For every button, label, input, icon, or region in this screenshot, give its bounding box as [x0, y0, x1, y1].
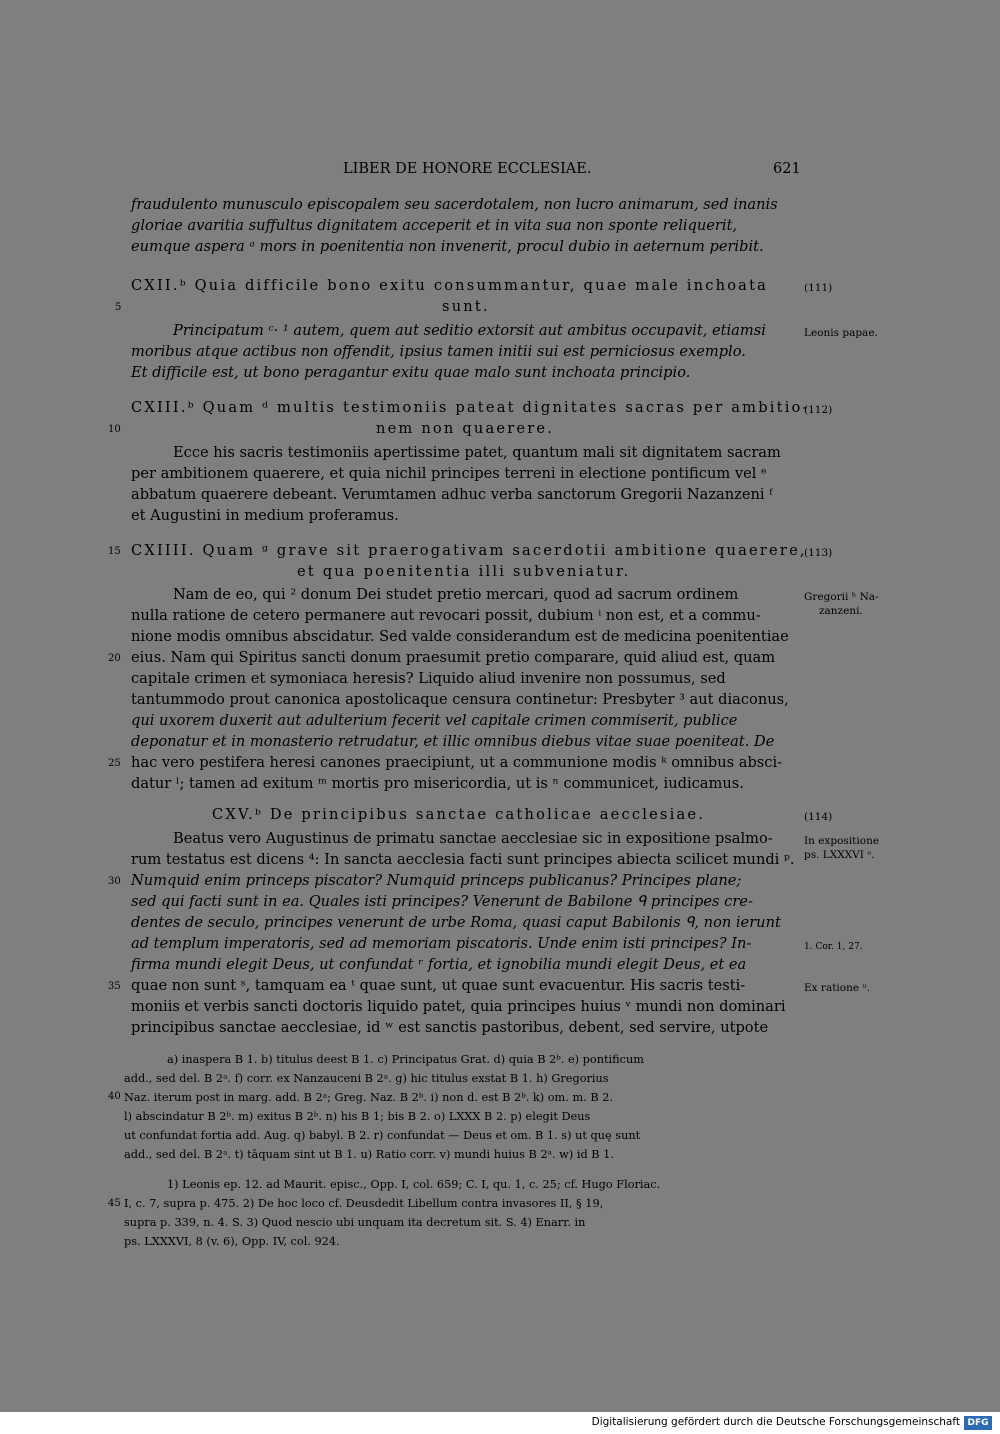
text-line: Nam de eo, qui ² donum Dei studet pretio mercari, quod ad sacrum ordinem — [173, 586, 739, 603]
chapter-heading: sunt. — [442, 298, 490, 315]
chapter-reference: (113) — [804, 547, 833, 559]
funding-footer — [0, 1412, 1000, 1434]
marginal-note: ps. LXXXVI ᵒ. — [804, 849, 875, 861]
text-line: rum testatus est dicens ⁴: In sancta aecclesia facti sunt principes abiecta scilicet mundi ᵖ. — [131, 851, 795, 868]
line-number: 35 — [108, 981, 121, 992]
apparatus-line: add., sed del. B 2ᵃ. f) corr. ex Nanzauceni B 2ᵃ. g) hic titulus exstat B 1. h) Gregorius — [124, 1072, 609, 1085]
chapter-reference: (111) — [804, 282, 833, 294]
chapter-reference: (114) — [804, 811, 833, 823]
chapter-heading: CXIIII. Quam ᵍ grave sit praerogativam sacerdotii ambitione quaerere, — [131, 542, 807, 559]
apparatus-line: add., sed del. B 2ᵃ. t) tāquam sint ut B 1. u) Ratio corr. v) mundi huius B 2ᵃ. w) id B 1. — [124, 1148, 614, 1161]
text-line: qui uxorem duxerit aut adulterium fecerit vel capitale crimen commiserit, publice — [131, 712, 738, 729]
chapter-reference: (112) — [804, 404, 833, 416]
text-line: abbatum quaerere debeant. Verumtamen adhuc verba sanctorum Gregorii Nazanzeni ᶠ — [131, 486, 773, 503]
marginal-note: 1. Cor. 1, 27. — [804, 942, 863, 952]
chapter-heading: et qua poenitentia illi subveniatur. — [297, 563, 631, 580]
text-line: dentes de seculo, principes venerunt de urbe Roma, quasi caput Babilonis ᑫ, non ierunt — [131, 914, 781, 931]
text-line: Numquid enim princeps piscator? Numquid princeps publicanus? Principes plane; — [131, 872, 742, 889]
marginal-note: Leonis papae. — [804, 327, 878, 339]
apparatus-line: ut confundat fortia add. Aug. q) babyl. B 2. r) confundat — Deus et om. B 1. s) ut quę sunt — [124, 1129, 641, 1142]
text-line: Ecce his sacris testimoniis apertissime patet, quantum mali sit dignitatem sacram — [173, 444, 781, 461]
footnote-line: I, c. 7, supra p. 475. 2) De hoc loco cf. Deusdedit Libellum contra invasores II, § 19, — [124, 1197, 604, 1210]
chapter-heading: CXIII.ᵇ Quam ᵈ multis testimoniis pateat dignitates sacras per ambitio- — [131, 399, 810, 416]
text-line: moniis et verbis sancti doctoris liquido patet, quia principes huius ᵛ mundi non dominari — [131, 998, 786, 1015]
text-line: firma mundi elegit Deus, ut confundat ʳ fortia, et ignobilia mundi elegit Deus, et ea — [131, 956, 747, 973]
text-line: nione modis omnibus abscidatur. Sed valde considerandum est de medicina poenitentiae — [131, 628, 789, 645]
text-line: capitale crimen et symoniaca heresis? Liquido aliud invenire non possumus, sed — [131, 670, 726, 687]
text-line: et Augustini in medium proferamus. — [131, 507, 399, 524]
apparatus-line: l) abscindatur B 2ᵇ. m) exitus B 2ᵇ. n) his B 1; bis B 2. o) LXXX B 2. p) elegit Deus — [124, 1110, 591, 1123]
line-number: 45 — [108, 1198, 121, 1209]
text-line: hac vero pestifera heresi canones praecipiunt, ut a communione modis ᵏ omnibus absci- — [131, 754, 783, 771]
marginal-note: In expositione — [804, 835, 880, 847]
marginal-note: Gregorii ʰ Na- — [804, 591, 879, 603]
chapter-heading: CXV.ᵇ De principibus sanctae catholicae aecclesiae. — [212, 806, 706, 823]
text-line: datur ˡ; tamen ad exitum ᵐ mortis pro misericordia, ut is ⁿ communicet, iudicamus. — [131, 775, 744, 792]
text-line: gloriae avaritia suffultus dignitatem acceperit et in vita sua non sponte reliquerit, — [131, 217, 738, 234]
line-number: 25 — [108, 758, 121, 769]
marginal-note: zanzeni. — [819, 605, 863, 617]
funding-notice: Digitalisierung gefördert durch die Deutsche Forschungsgemeinschaft — [591, 1416, 960, 1428]
line-number: 10 — [108, 424, 121, 435]
text-line: quae non sunt ˢ, tamquam ea ᵗ quae sunt, ut quae sunt evacuentur. His sacris testi- — [131, 977, 746, 994]
line-number: 20 — [108, 653, 121, 664]
text-line: moribus atque actibus non offendit, ipsius tamen initii sui est perniciosus exemplo. — [131, 343, 746, 360]
apparatus-line: a) inaspera B 1. b) titulus deest B 1. c) Principatus Grat. d) quia B 2ᵇ. e) pontificum — [167, 1053, 644, 1066]
text-line: ad templum imperatoris, sed ad memoriam piscatoris. Unde enim isti principes? In- — [131, 935, 752, 952]
line-number: 15 — [108, 546, 121, 557]
line-number: 40 — [108, 1091, 121, 1102]
line-number: 5 — [115, 302, 122, 313]
apparatus-line: Naz. iterum post in marg. add. B 2ᵃ; Greg. Naz. B 2ᵇ. i) non d. est B 2ᵇ. k) om. m. B 2. — [124, 1091, 614, 1104]
chapter-heading: CXII.ᵇ Quia difficile bono exitu consummantur, quae male inchoata — [131, 277, 769, 294]
text-line: fraudulento munusculo episcopalem seu sacerdotalem, non lucro animarum, sed inanis — [131, 196, 778, 213]
footnote-line: 1) Leonis ep. 12. ad Maurit. episc., Opp. I, col. 659; C. I, qu. 1, c. 25; cf. Hugo Floriac. — [167, 1178, 661, 1191]
text-line: Et difficile est, ut bono peragantur exitu quae malo sunt inchoata principio. — [131, 364, 691, 381]
text-line: sed qui facti sunt in ea. Quales isti principes? Venerunt de Babilone ᑫ principes cre- — [131, 893, 753, 910]
running-head-title: LIBER DE HONORE ECCLESIAE. — [343, 161, 592, 177]
text-line: deponatur et in monasterio retrudatur, et illic omnibus diebus vitae suae poeniteat. De — [131, 733, 775, 750]
marginal-note: Ex ratione ᵘ. — [804, 982, 870, 994]
text-line: Beatus vero Augustinus de primatu sanctae aecclesiae sic in expositione psalmo- — [173, 830, 773, 847]
footnote-line: ps. LXXXVI, 8 (v. 6), Opp. IV, col. 924. — [124, 1235, 340, 1248]
text-line: nulla ratione de cetero permanere aut revocari possit, dubium ⁱ non est, et a commu- — [131, 607, 761, 624]
dfg-logo: DFG — [964, 1416, 992, 1430]
text-line: eumque aspera ᵃ mors in poenitentia non invenerit, procul dubio in aeternum peribit. — [131, 238, 764, 255]
text-line: tantummodo prout canonica apostolicaque censura continetur: Presbyter ³ aut diaconus, — [131, 691, 789, 708]
footnote-line: supra p. 339, n. 4. S. 3) Quod nescio ubi unquam ita decretum sit. S. 4) Enarr. in — [124, 1216, 586, 1229]
text-line: principibus sanctae aecclesiae, id ʷ est sanctis pastoribus, debent, sed servire, utpote — [131, 1019, 769, 1036]
text-line: per ambitionem quaerere, et quia nichil principes terreni in electione pontificum vel ᵉ — [131, 465, 767, 482]
line-number: 30 — [108, 876, 121, 887]
text-line: Principatum ᶜ· ¹ autem, quem aut seditio extorsit aut ambitus occupavit, etiamsi — [173, 322, 766, 339]
page-number: 621 — [773, 161, 801, 177]
text-line: eius. Nam qui Spiritus sancti donum praesumit pretio comparare, quid aliud est, quam — [131, 649, 776, 666]
chapter-heading: nem non quaerere. — [376, 420, 555, 437]
